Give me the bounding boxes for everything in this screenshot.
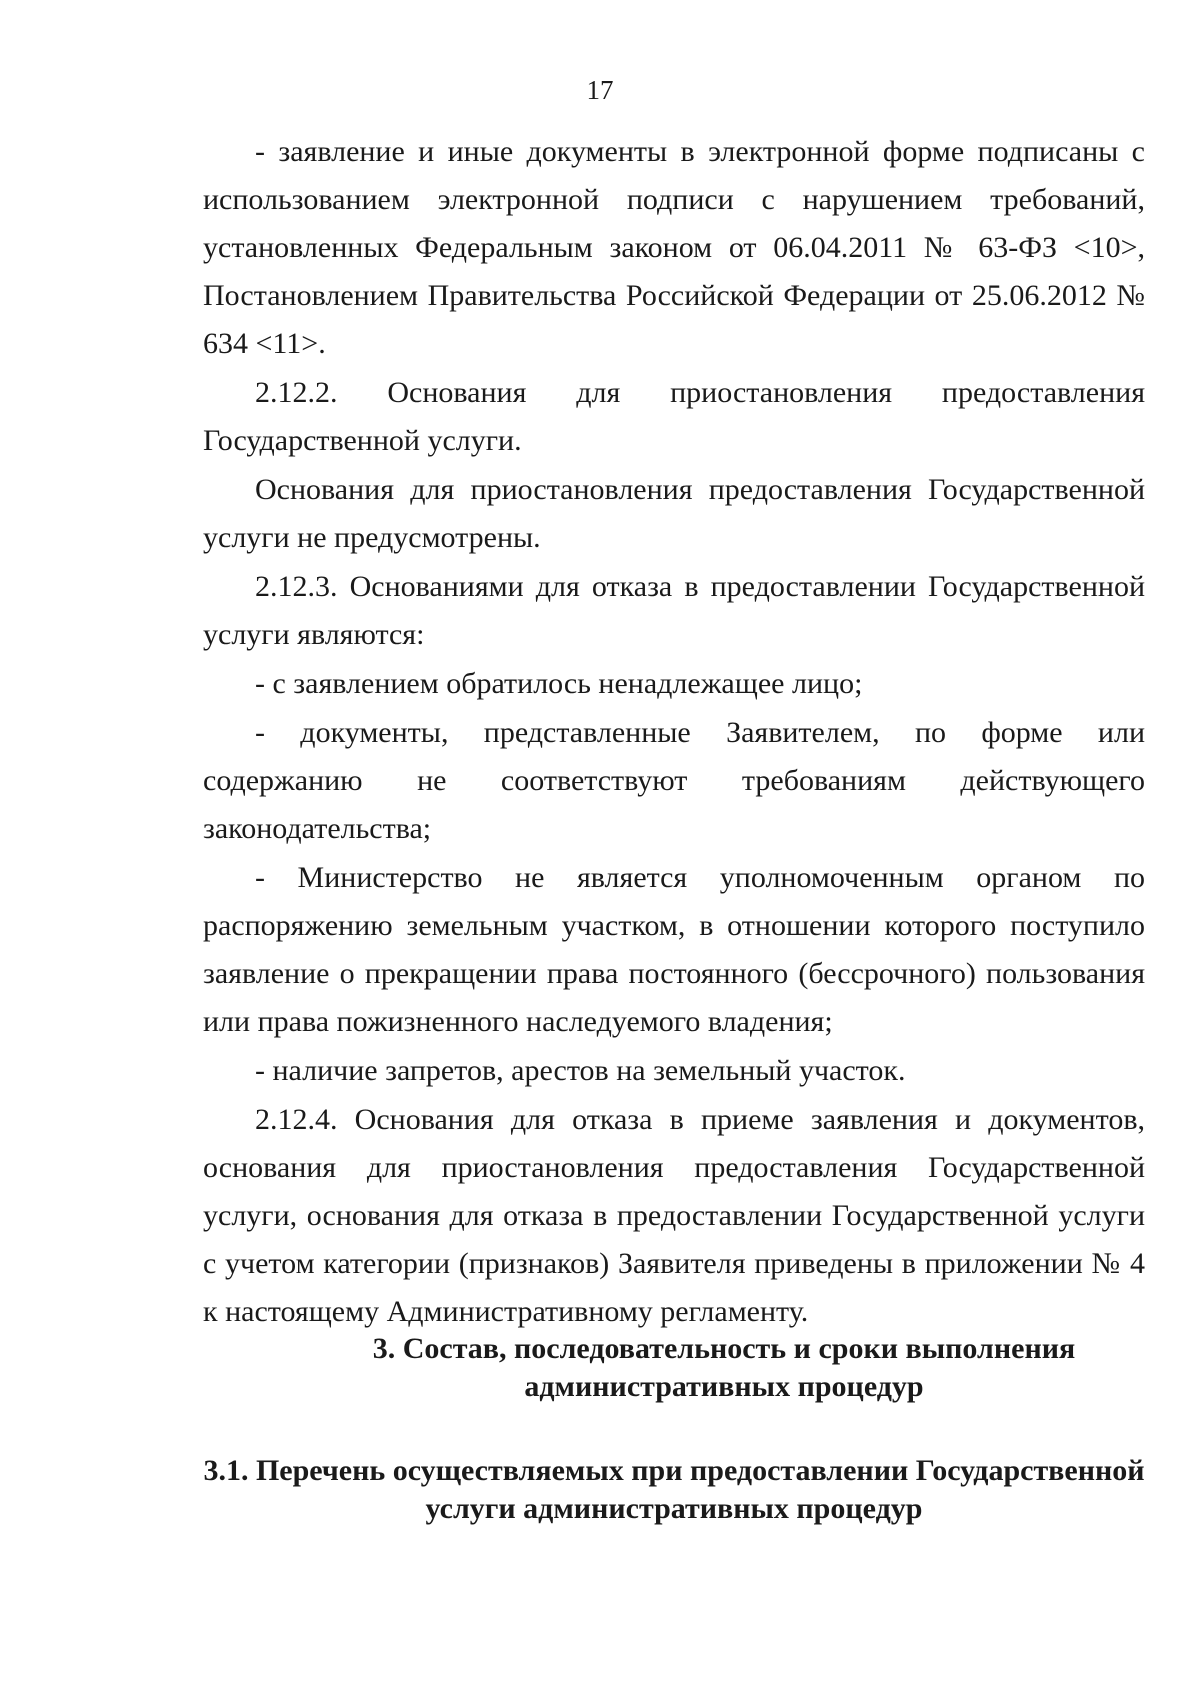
list-item-improper-person: - с заявлением обратилось ненадлежащее лицо; bbox=[255, 667, 863, 700]
document-body bbox=[203, 128, 1145, 1336]
list-item-documents-noncompliant: - документы, представленные Заявителем, по форме или содержанию не соответствуют требованиям действующего законодательства; bbox=[203, 716, 1145, 845]
section-3-1-heading: 3.1. Перечень осуществляемых при предоставлении Государственной услуги административных процедур bbox=[203, 1454, 1145, 1525]
paragraph-no-suspension-grounds: Основания для приостановления предоставления Государственной услуги не предусмотрены. bbox=[203, 473, 1145, 554]
paragraph-signature-violation: - заявление и иные документы в электронной форме подписаны с использованием электронной подписи с нарушением требований, установленных Федеральным законом от 06.04.2011 № 63-ФЗ <10>, Постановлением Правительства Российской Федерации от 25.06.2012 № 634 <11>. bbox=[203, 135, 1145, 360]
section-headings bbox=[203, 1330, 1145, 1528]
page-number: 17 bbox=[586, 75, 614, 105]
section-3-heading: 3. Состав, последовательность и сроки выполнения административных процедур bbox=[372, 1332, 1076, 1403]
paragraph-2-12-2: 2.12.2. Основания для приостановления предоставления Государственной услуги. bbox=[203, 376, 1145, 457]
list-item-prohibitions-arrests: - наличие запретов, арестов на земельный участок. bbox=[255, 1054, 906, 1087]
list-item-ministry-not-authorized: - Министерство не является уполномоченным органом по распоряжению земельным участком, в отношении которого поступило заявление о прекращении права постоянного (бессрочного) пользования или права пожизненного наследуемого владения; bbox=[203, 861, 1145, 1038]
paragraph-2-12-4: 2.12.4. Основания для отказа в приеме заявления и документов, основания для приостановления предоставления Государственной услуги, основания для отказа в предоставлении Государственной услуги с учетом категории (признаков) Заявителя приведены в приложении № 4 к настоящему Административному регламенту. bbox=[203, 1103, 1145, 1328]
paragraph-2-12-3: 2.12.3. Основаниями для отказа в предоставлении Государственной услуги являются: bbox=[203, 570, 1145, 651]
